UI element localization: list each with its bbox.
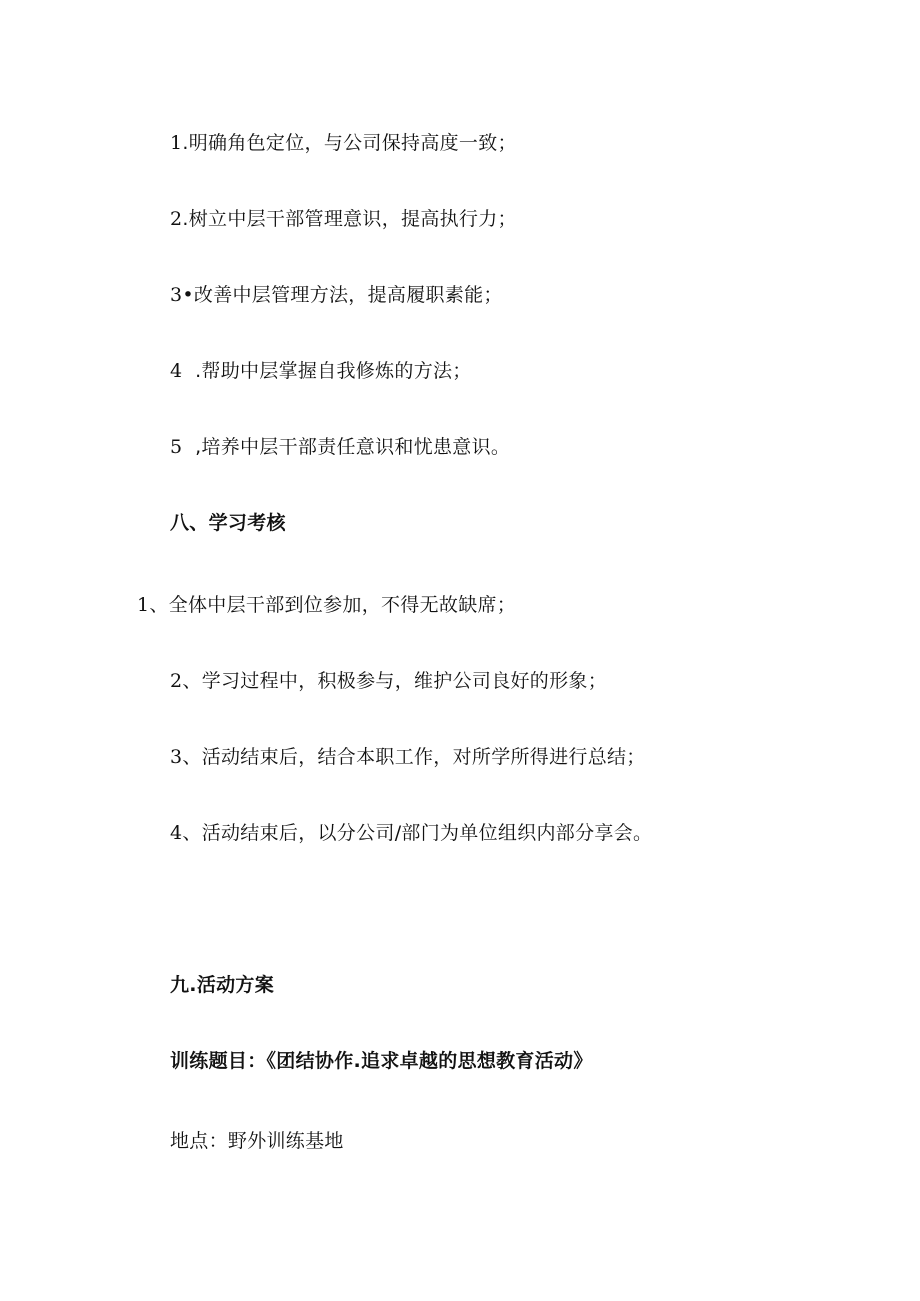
objective-item-5 [170, 435, 510, 459]
assessment-item-1 [137, 593, 516, 617]
section-heading-activity-plan: 九.活动方案 [170, 974, 275, 996]
assessment-item-2 [170, 669, 607, 693]
objective-item-1 [170, 131, 517, 155]
objective-item-3 [170, 283, 503, 307]
objective-number: 1 [170, 132, 183, 154]
objective-number: 5 [170, 436, 183, 458]
objective-number: 3 [170, 284, 183, 306]
objective-item-4 [170, 359, 472, 383]
assessment-text: 、活动结束后，结合本职工作，对所学所得进行总结； [182, 746, 646, 768]
objective-text: ,培养中层干部责任意识和忧患意识。 [182, 436, 511, 458]
assessment-item-4 [170, 821, 652, 845]
assessment-number: 4 [170, 822, 183, 844]
objective-number: 2 [170, 208, 183, 230]
objective-number: 4 [170, 360, 183, 382]
training-title: 训练题目：《团结协作.追求卓越的思想教育活动》 [170, 1050, 593, 1072]
assessment-item-3 [170, 745, 646, 769]
objective-item-2 [170, 207, 517, 231]
assessment-text: 、学习过程中，积极参与，维护公司良好的形象； [182, 670, 607, 692]
objective-text: •改善中层管理方法，提高履职素能； [182, 284, 503, 306]
objective-text: .帮助中层掌握自我修炼的方法； [182, 360, 472, 382]
objective-text: .明确角色定位，与公司保持高度一致； [182, 132, 517, 154]
assessment-number: 2 [170, 670, 183, 692]
assessment-number: 1 [137, 594, 150, 616]
section-heading-assessment: 八、学习考核 [170, 512, 286, 534]
assessment-number: 3 [170, 746, 183, 768]
objective-text: .树立中层干部管理意识，提高执行力； [182, 208, 517, 230]
training-location: 地点：野外训练基地 [170, 1130, 344, 1152]
assessment-text: 、全体中层干部到位参加，不得无故缺席； [149, 594, 517, 616]
assessment-text: 、活动结束后，以分公司/部门为单位组织内部分享会。 [182, 822, 653, 844]
